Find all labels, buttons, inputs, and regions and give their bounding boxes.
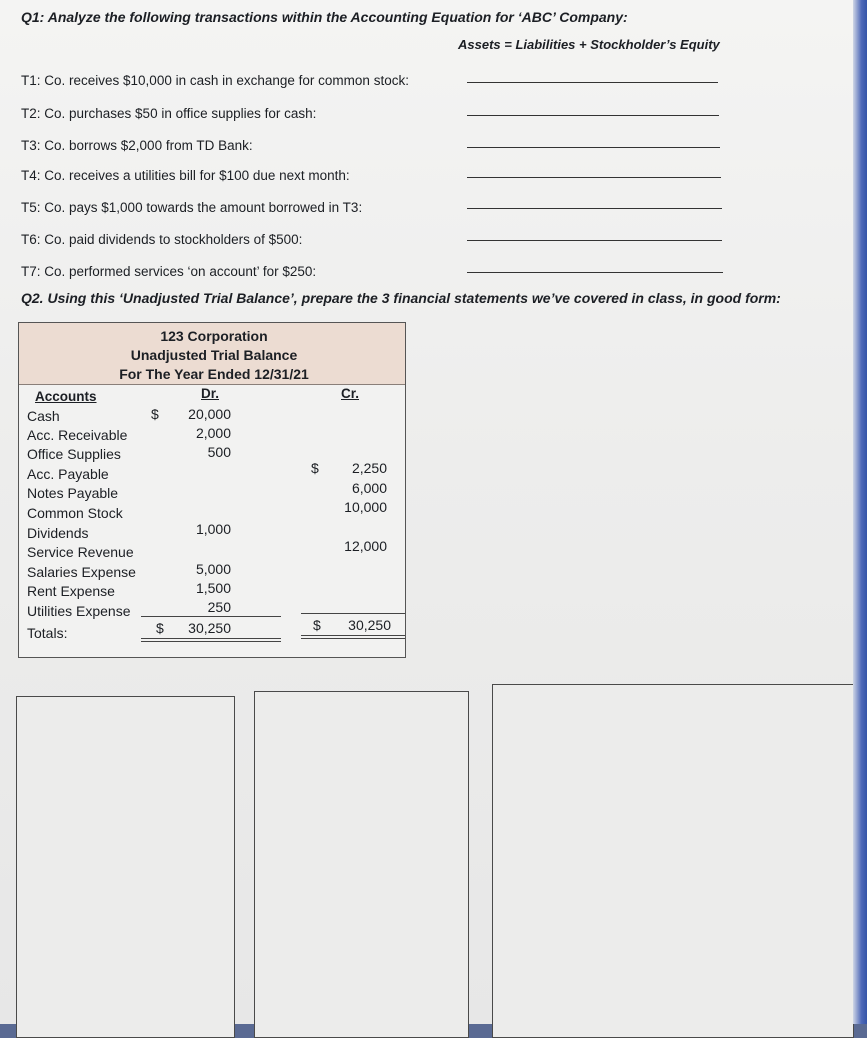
answer-box-3[interactable] [492,684,854,1038]
answer-line-t1[interactable] [467,82,718,83]
account-cash: Cash [27,408,60,424]
account-acc-receivable: Acc. Receivable [27,427,128,443]
account-common-stock: Common Stock [27,505,123,521]
debit-utilities-expense: 250 [207,599,231,615]
debit-dividends: 1,000 [195,521,231,537]
credit-column-header: Cr. [341,386,360,401]
transaction-t4: T4: Co. receives a utilities bill for $100 due next month: [21,168,350,183]
accounting-equation: Assets = Liabilities + Stockholder’s Equity [458,37,720,52]
debit-cash: 20,000 [188,406,231,422]
debit-subtotal-rule [141,616,281,617]
dollar-sign-debit: $ [151,406,159,422]
credit-total-rule-2 [301,638,405,639]
account-dividends: Dividends [27,525,89,541]
q1-heading: Q1: Analyze the following transactions within the Accounting Equation for ‘ABC’ Company: [21,9,628,25]
credit-notes-payable: 6,000 [351,480,387,496]
account-rent-expense: Rent Expense [27,583,115,599]
credit-subtotal-rule [301,613,405,614]
account-salaries-expense: Salaries Expense [27,564,136,580]
credit-total-rule-1 [301,635,405,636]
dollar-sign-total-debit: $ [156,620,164,636]
account-utilities-expense: Utilities Expense [27,603,131,619]
debit-total-rule-1 [141,638,281,639]
statement-title: Unadjusted Trial Balance [130,347,298,363]
answer-line-t5[interactable] [467,208,722,209]
q2-heading: Q2. Using this ‘Unadjusted Trial Balance’, prepare the 3 financial statements we’ve covered in class, in good form: [21,290,781,306]
statement-period: For The Year Ended 12/31/21 [119,366,309,382]
credit-common-stock: 10,000 [344,499,387,515]
debit-salaries-expense: 5,000 [195,561,231,577]
transaction-t6: T6: Co. paid dividends to stockholders of $500: [21,232,303,247]
answer-box-2[interactable] [254,691,469,1038]
company-name: 123 Corporation [160,328,268,344]
debit-total-rule-2 [141,641,281,642]
total-debit: 30,250 [188,620,231,636]
answer-line-t6[interactable] [467,240,722,241]
debit-acc-receivable: 2,000 [195,425,231,441]
debit-column-header: Dr. [201,386,220,401]
answer-line-t7[interactable] [467,272,723,273]
transaction-t2: T2: Co. purchases $50 in office supplies for cash: [21,106,317,121]
accounts-column-header: Accounts [35,389,97,404]
account-notes-payable: Notes Payable [27,485,119,501]
account-service-revenue: Service Revenue [27,544,134,560]
account-acc-payable: Acc. Payable [27,466,109,482]
answer-line-t4[interactable] [467,177,721,178]
credit-service-revenue: 12,000 [344,538,387,554]
total-credit: 30,250 [348,617,391,633]
credit-acc-payable: 2,250 [351,460,387,476]
debit-office-supplies: 500 [207,444,231,460]
dollar-sign-credit: $ [311,460,319,476]
trial-balance-table [18,322,406,658]
dollar-sign-total-credit: $ [313,617,321,633]
transaction-t3: T3: Co. borrows $2,000 from TD Bank: [21,138,253,153]
totals-label: Totals: [27,625,68,641]
transaction-t5: T5: Co. pays $1,000 towards the amount borrowed in T3: [21,200,363,215]
transaction-t7: T7: Co. performed services ‘on account’ for $250: [21,264,317,279]
transaction-t1: T1: Co. receives $10,000 in cash in exchange for common stock: [21,73,409,88]
answer-line-t2[interactable] [467,115,719,116]
answer-box-1[interactable] [16,696,235,1038]
background-edge [853,0,867,1024]
answer-line-t3[interactable] [467,147,720,148]
debit-rent-expense: 1,500 [195,580,231,596]
account-office-supplies: Office Supplies [27,446,121,462]
